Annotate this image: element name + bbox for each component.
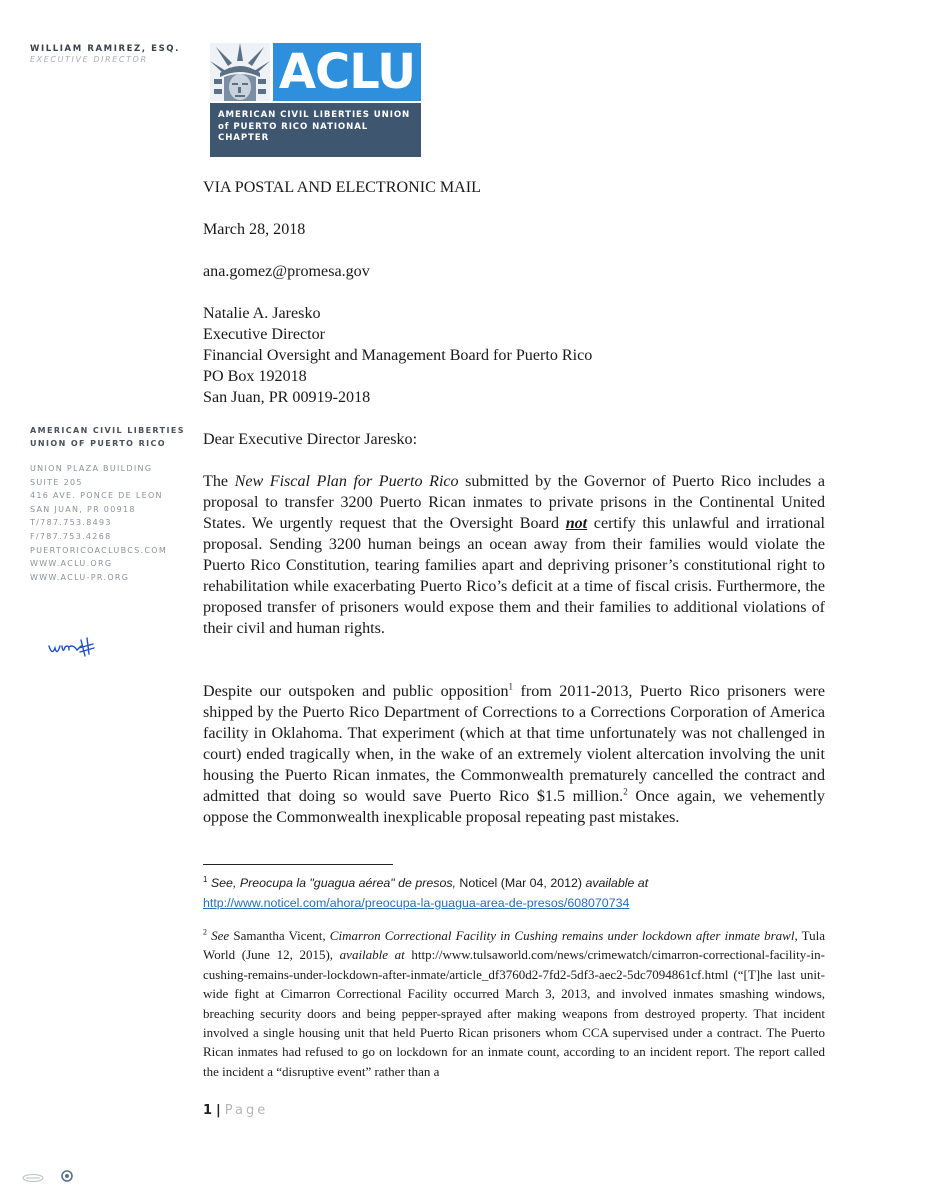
footnote-article-title: Cimarron Correctional Facility in Cushing remains under lockdown after inmate brawl,	[329, 928, 798, 943]
recipient-name: Natalie A. Jaresko	[203, 305, 321, 322]
footnote-2	[203, 926, 825, 1081]
footnote-number: 2	[203, 927, 207, 937]
band-line: CHAPTER	[218, 133, 270, 143]
footnote-body: http://www.tulsaworld.com/news/crimewatch/cimarron-correctional-facility-in-cushing-remains-under-lockdown-after-inmate/article_df3760d2-7fd2-5df3-aec2-5dc7094861cf.html (“[T]he last unit-wide fight at Cimarron Correctional Facility occurred March 3, 2013, and involved inmates smashing windows, breaching security doors and being pepper-sprayed after making weapons from destroyed property. That incident involved a single housing unit that held Puerto Rican prisoners whom CCA supervised under a contract. The Puerto Rican inmates had refused to go on lockdown for an inmate count, according to an incident report. The report called the incident a “disruptive event” rather than a	[203, 947, 825, 1079]
salutation: Dear Executive Director Jaresko:	[203, 431, 418, 448]
footnote-source: Noticel (Mar 04, 2012)	[455, 876, 586, 890]
page-number-value: 1	[203, 1103, 213, 1118]
page-label: Page	[224, 1103, 269, 1118]
recycled-paper-icon	[61, 1169, 73, 1181]
address-line: UNION PLAZA BUILDING	[30, 464, 153, 473]
footnote-available: available at	[339, 947, 405, 963]
recipient-title: Executive Director	[203, 326, 325, 343]
org-line: AMERICAN CIVIL LIBERTIES	[30, 426, 185, 435]
text: The	[203, 473, 235, 490]
organization-band	[210, 103, 421, 157]
delivery-method: VIA POSTAL AND ELECTRONIC MAIL	[203, 179, 481, 196]
footnote-citation: See, Preocupa la "guagua aérea" de presos,	[210, 876, 456, 890]
paragraph-1	[203, 471, 825, 639]
address-line: SAN JUAN, PR 00918	[30, 504, 136, 514]
website-line: WWW.ACLU-PR.ORG	[30, 572, 130, 582]
page-separator: |	[216, 1103, 221, 1118]
handwritten-initials	[47, 632, 107, 660]
footnote-source: Tula World (June 12, 2015),	[203, 928, 825, 963]
text: Despite our outspoken and public opposition	[203, 683, 509, 700]
address-line: 416 AVE. PONCE DE LEON	[30, 491, 163, 501]
footnote-1	[203, 873, 825, 913]
emphasis-not: not	[565, 515, 588, 532]
sidebar-address	[30, 462, 167, 584]
footnote-available: available at	[585, 876, 649, 890]
phone-line: T/787.753.8493	[30, 518, 112, 528]
text: certify this unlawful and irrational proposal. Sending 3200 human beings an ocean away from their families would violate the Puerto Rico Constitution, tearing families apart and depriving prisoner’s constitutional right to rehabilitation while exacerbating Puerto Rico’s deficit at a time of fiscal crisis. Furthermore, the proposed transfer of prisoners would expose them and their families to additional violations of their civil and human rights.	[203, 515, 826, 637]
footnote-author: Samantha Vicent,	[229, 928, 330, 943]
text: submitted by the Governor of Puerto Rico includes a proposal to transfer 3200 Puerto Rican inmates to private prisons in the Continental United States. We urgently request that the Oversight Board	[203, 473, 826, 532]
recipient-address	[203, 303, 825, 408]
fiscal-plan-title: New Fiscal Plan for Puerto Rico	[234, 473, 459, 490]
sidebar-org-name	[30, 424, 185, 450]
footnote-divider	[203, 864, 393, 865]
address-line: SUITE 205	[30, 477, 83, 487]
recipient-city: San Juan, PR 00919-2018	[203, 389, 371, 406]
sender-name: WILLIAM RAMIREZ, ESQ.	[30, 44, 180, 54]
aclu-wordmark: ACLU	[273, 43, 421, 101]
page-number	[203, 1103, 268, 1118]
footnote-1-link[interactable]: http://www.noticel.com/ahora/preocupa-la-guagua-area-de-presos/608070734	[203, 896, 630, 910]
footnote-see: See	[211, 928, 230, 943]
recipient-email: ana.gomez@promesa.gov	[203, 263, 370, 280]
text: Once again, we vehemently oppose the Commonwealth inexplicable proposal repeating past mistakes.	[203, 788, 825, 826]
sender-title: EXECUTIVE DIRECTOR	[30, 55, 148, 64]
recipient-organization: Financial Oversight and Management Board for Puerto Rico	[203, 347, 593, 364]
fax-line: F/787.753.4268	[30, 531, 112, 541]
band-line: AMERICAN CIVIL LIBERTIES UNION	[218, 110, 411, 120]
union-bug-icon	[22, 1170, 44, 1180]
band-line: of PUERTO RICO NATIONAL	[218, 121, 369, 132]
statue-of-liberty-icon	[210, 43, 270, 101]
org-line: UNION OF PUERTO RICO	[30, 439, 166, 448]
text: from 2011-2013, Puerto Rico prisoners were shipped by the Puerto Rico Department of Corrections to a Corrections Corporation of America facility in Oklahoma. That experiment (which at that time unfortunately was not challenged in court) ended tragically when, in the wake of an extremely violent altercation involving the unit housing the Puerto Rican inmates, the Commonwealth prematurely cancelled the contract and admitted that doing so would save Puerto Rico $1.5 million.	[203, 683, 825, 805]
email-line: PUERTORICOACLUBCS.COM	[30, 545, 168, 555]
footnote-number: 1	[203, 874, 208, 884]
footnote-ref-1[interactable]: 1	[508, 681, 514, 692]
footnote-ref-2[interactable]: 2	[623, 786, 628, 797]
recipient-po-box: PO Box 192018	[203, 368, 307, 385]
letter-date: March 28, 2018	[203, 221, 306, 238]
paragraph-2	[203, 681, 825, 828]
website-line: WWW.ACLU.ORG	[30, 559, 113, 569]
